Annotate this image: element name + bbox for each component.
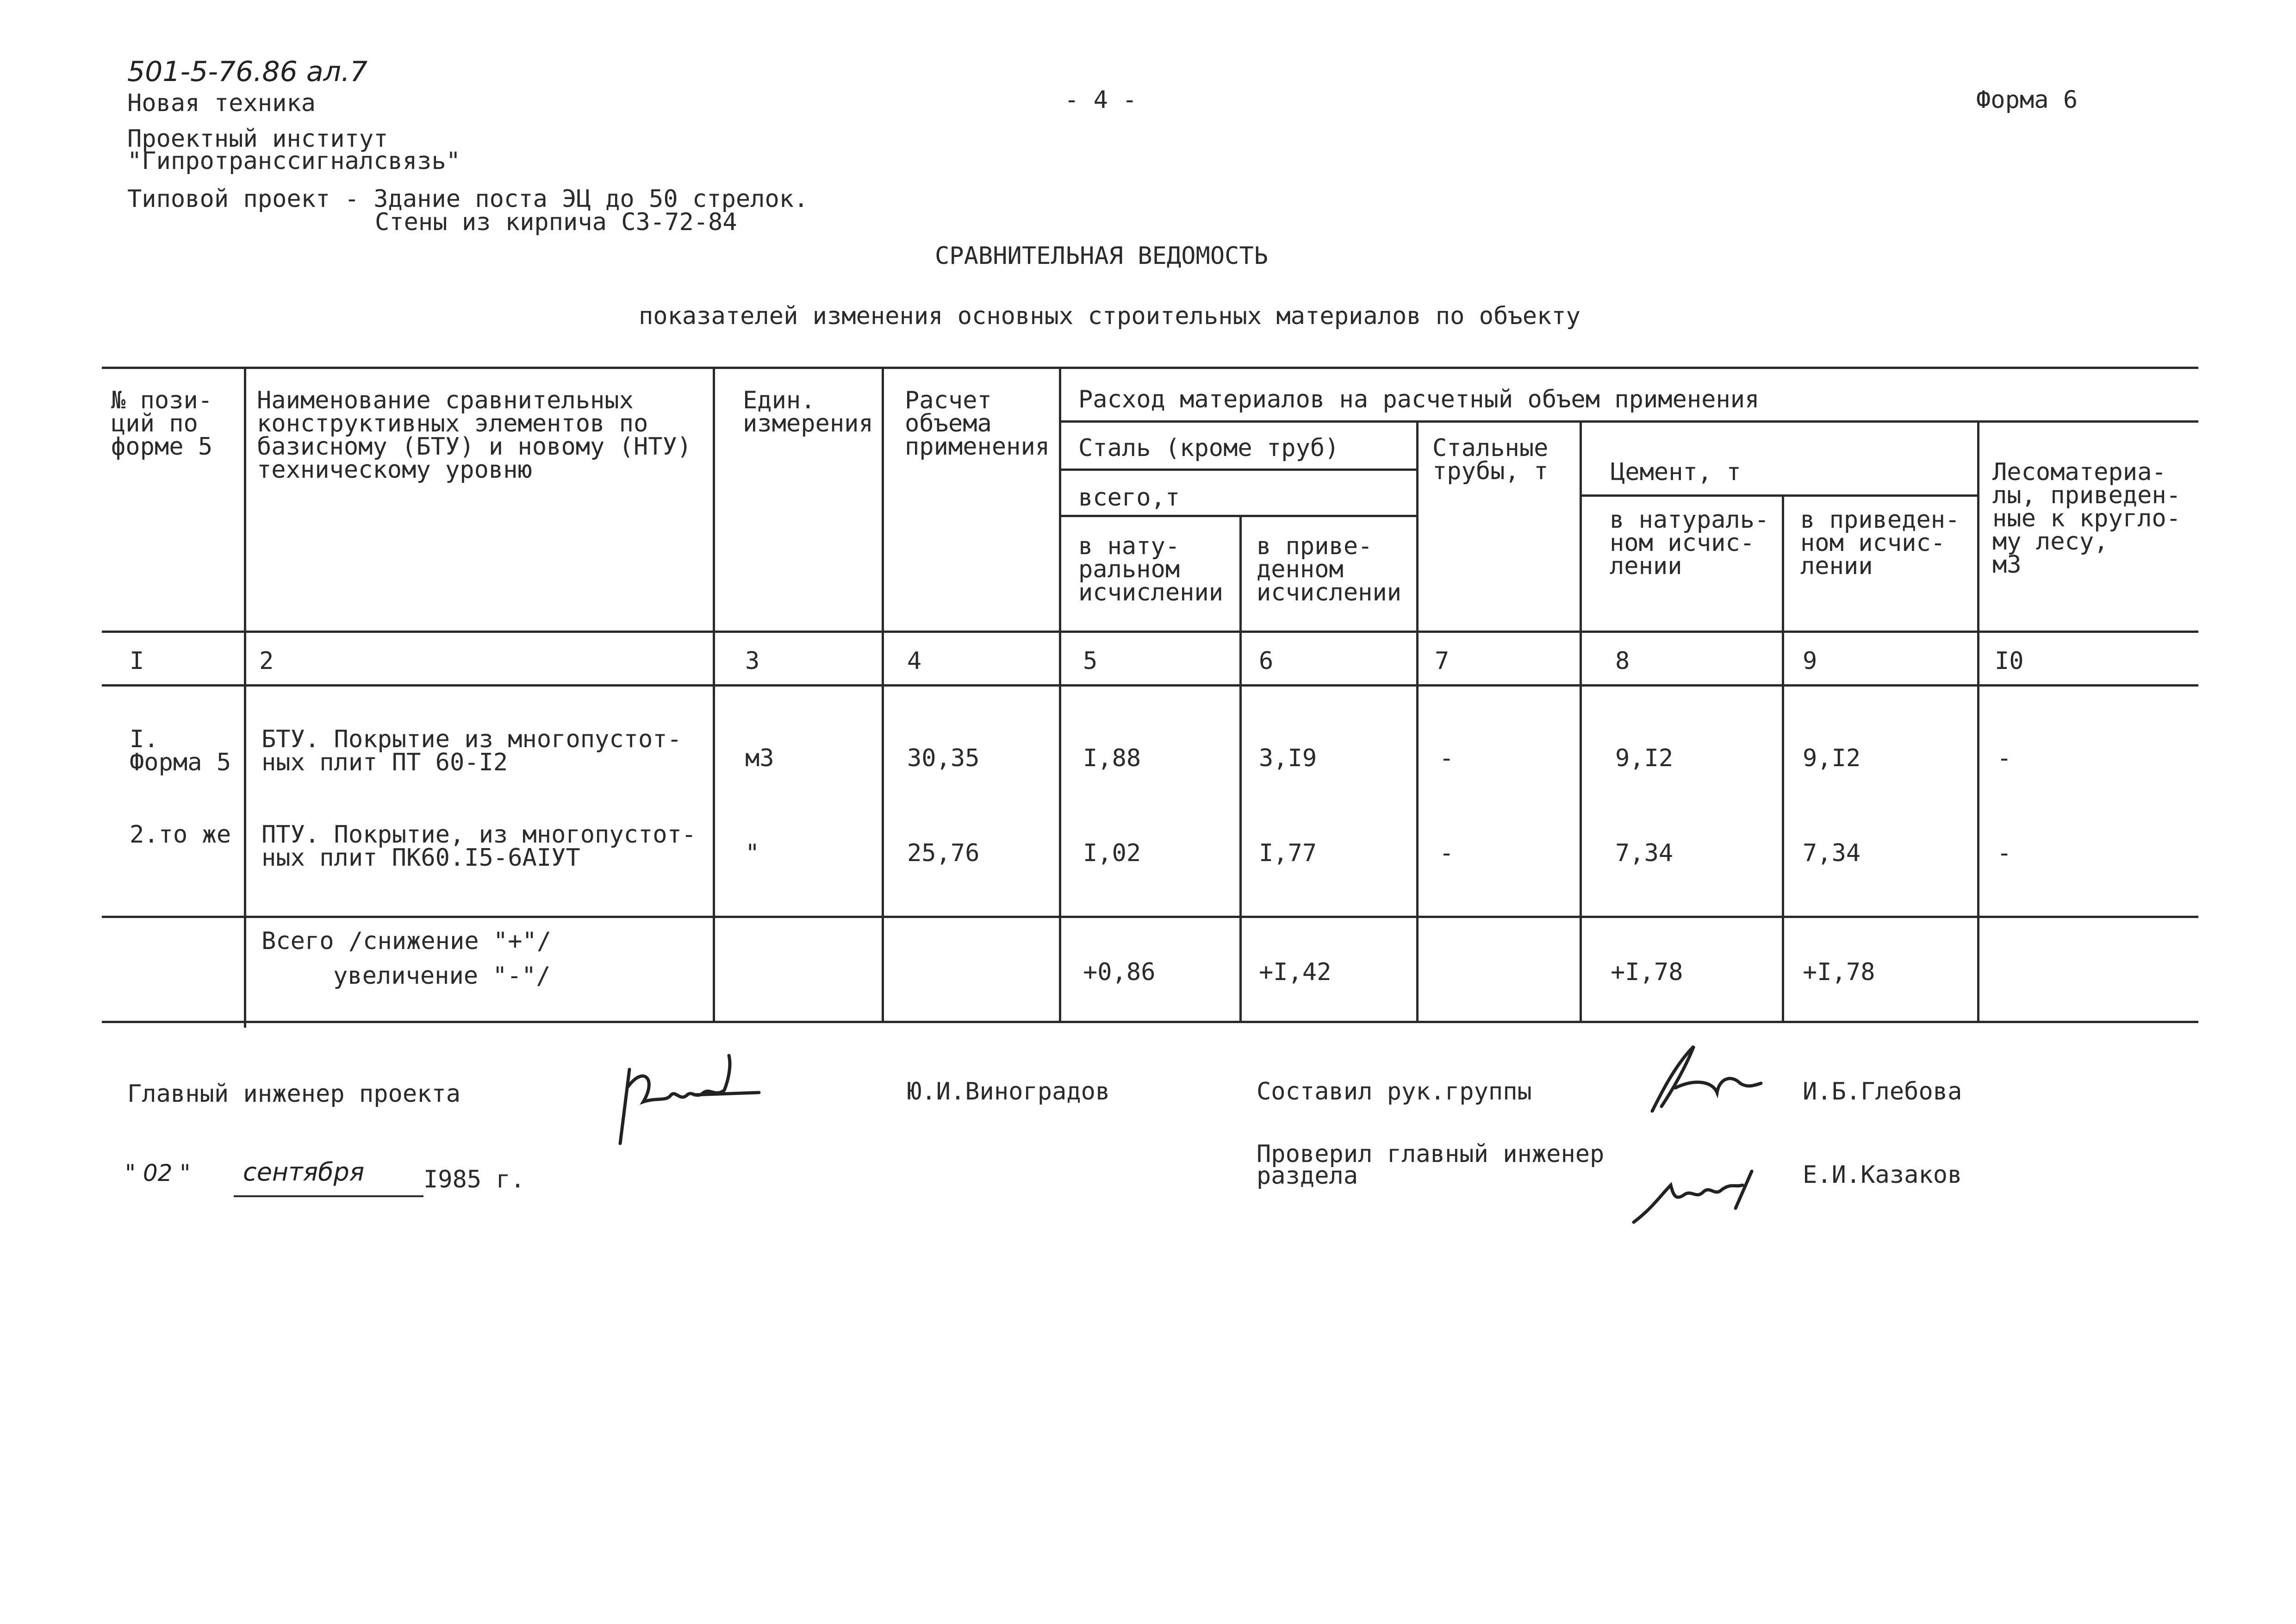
header-name: Наименование сравнительных конструктивных элементов по базисному (БТУ) и новому (НТУ) техническому уровню bbox=[257, 387, 692, 484]
col-sep-7 bbox=[1580, 420, 1582, 1021]
col-sep-9 bbox=[1977, 420, 1979, 1021]
org-line-2: Проектный институт bbox=[127, 125, 388, 153]
table-bottom-border bbox=[102, 1021, 2198, 1023]
header-cement-reduced: в приведен- ном исчис- лении bbox=[1800, 506, 1960, 580]
checked-label-line-1: Проверил главный инженер bbox=[1257, 1140, 1605, 1168]
row-position: I. Форма 5 bbox=[130, 725, 231, 776]
row-position: 2.то же bbox=[130, 821, 231, 849]
cement-divider bbox=[1580, 494, 1979, 497]
date-year: I985 г. bbox=[423, 1166, 525, 1193]
column-number-5: 5 bbox=[1083, 647, 1098, 675]
header-steel: Сталь (кроме труб) bbox=[1078, 434, 1339, 462]
header-position: № пози- ций по форме 5 bbox=[111, 387, 213, 461]
row-timber: - bbox=[1997, 744, 2012, 772]
total-steel-reduced: +I,42 bbox=[1259, 958, 1332, 986]
org-line-3: "Гипротранссигналсвязь" bbox=[127, 147, 461, 175]
total-label-line-2: увеличение "-"/ bbox=[333, 962, 551, 990]
row-unit: " bbox=[745, 839, 760, 867]
checked-signature bbox=[1629, 1157, 1768, 1231]
table-top-border bbox=[102, 367, 2198, 369]
org-line-1: Новая техника bbox=[127, 89, 316, 117]
row-name: ПТУ. Покрытие, из многопустот- ных плит ПК60.I5-6АIУТ bbox=[261, 821, 697, 872]
header-unit: Един. измерения bbox=[743, 387, 873, 437]
row-volume: 25,76 bbox=[907, 839, 980, 867]
header-materials-group: Расход материалов на расчетный объем применения bbox=[1078, 386, 1760, 413]
row-timber: - bbox=[1997, 839, 2012, 867]
header-steel-reduced: в приве- денном исчислении bbox=[1257, 532, 1402, 606]
project-line-1: Типовой проект - Здание поста ЭЦ до 50 стрелок. bbox=[127, 185, 809, 213]
col-sep-2 bbox=[713, 367, 715, 1021]
header-steel-total: всего,т bbox=[1078, 484, 1180, 512]
document-stamp: 501-5-76.86 ал.7 bbox=[127, 56, 368, 88]
row-pipes: - bbox=[1439, 744, 1454, 772]
page-number: - 4 - bbox=[1064, 86, 1137, 114]
column-number-10: I0 bbox=[1995, 647, 2024, 675]
column-number-2: 2 bbox=[259, 647, 274, 675]
header-cement: Цемент, т bbox=[1611, 458, 1741, 486]
row-unit: м3 bbox=[745, 744, 774, 772]
project-line-2: Стены из кирпича СЗ-72-84 bbox=[375, 208, 737, 236]
row-steel-natural: I,88 bbox=[1083, 744, 1141, 772]
column-number-4: 4 bbox=[907, 647, 922, 675]
col-sep-6 bbox=[1416, 420, 1419, 1021]
checked-name: Е.И.Казаков bbox=[1803, 1161, 1962, 1189]
chief-engineer-label: Главный инженер проекта bbox=[127, 1080, 461, 1108]
header-steel-pipes: Стальные трубы, т bbox=[1432, 434, 1549, 485]
date-day: " 02 " bbox=[125, 1160, 191, 1187]
compiled-label: Составил рук.группы bbox=[1257, 1078, 1532, 1106]
total-label-line-1: Всего /снижение "+"/ bbox=[261, 927, 552, 955]
row-steel-natural: I,02 bbox=[1083, 839, 1141, 867]
col-sep-1 bbox=[244, 367, 246, 1028]
column-number-8: 8 bbox=[1615, 647, 1630, 675]
document-subtitle: показателей изменения основных строительных материалов по объекту bbox=[639, 302, 1580, 330]
total-cement-natural: +I,78 bbox=[1611, 958, 1683, 986]
header-bottom-border bbox=[102, 631, 2198, 633]
column-number-1: I bbox=[130, 647, 144, 675]
header-steel-natural: в нату- ральном исчислении bbox=[1078, 532, 1224, 606]
compiled-signature bbox=[1643, 1037, 1763, 1120]
col-sep-4 bbox=[1059, 367, 1061, 1021]
document-title: СРАВНИТЕЛЬНАЯ ВЕДОМОСТЬ bbox=[935, 242, 1269, 270]
header-volume: Расчет объема применения bbox=[905, 387, 1050, 461]
column-number-6: 6 bbox=[1259, 647, 1274, 675]
rows-bottom-border bbox=[102, 916, 2198, 918]
date-underline bbox=[234, 1195, 423, 1197]
form-label: Форма 6 bbox=[1976, 86, 2078, 114]
total-steel-natural: +0,86 bbox=[1083, 958, 1156, 986]
col-sep-3 bbox=[882, 367, 884, 1021]
total-cement-reduced: +I,78 bbox=[1803, 958, 1875, 986]
row-cement-natural: 9,I2 bbox=[1615, 744, 1674, 772]
header-timber: Лесоматериа- лы, приведен- ные к кругло- му лесу, м3 bbox=[1992, 458, 2181, 579]
row-cement-reduced: 7,34 bbox=[1803, 839, 1861, 867]
date-month: сентября bbox=[243, 1157, 365, 1187]
row-steel-reduced: 3,I9 bbox=[1259, 744, 1317, 772]
column-number-3: 3 bbox=[745, 647, 760, 675]
col-sep-5 bbox=[1239, 515, 1242, 1021]
row-pipes: - bbox=[1439, 839, 1454, 867]
chief-engineer-name: Ю.И.Виноградов bbox=[907, 1078, 1110, 1106]
numbers-bottom-border bbox=[102, 684, 2198, 687]
chief-engineer-signature bbox=[602, 1051, 768, 1153]
compiled-name: И.Б.Глебова bbox=[1803, 1078, 1962, 1106]
column-number-9: 9 bbox=[1803, 647, 1817, 675]
row-steel-reduced: I,77 bbox=[1259, 839, 1317, 867]
row-cement-reduced: 9,I2 bbox=[1803, 744, 1861, 772]
header-cement-natural: в натураль- ном исчис- лении bbox=[1610, 506, 1769, 580]
row-cement-natural: 7,34 bbox=[1615, 839, 1674, 867]
column-number-7: 7 bbox=[1435, 647, 1450, 675]
row-name: БТУ. Покрытие из многопустот- ных плит ПТ 60-I2 bbox=[261, 725, 682, 776]
checked-label-line-2: раздела bbox=[1257, 1162, 1358, 1190]
steel-divider bbox=[1060, 468, 1419, 471]
row-volume: 30,35 bbox=[907, 744, 980, 772]
col-sep-8 bbox=[1782, 494, 1784, 1021]
group-divider bbox=[1060, 420, 2198, 423]
